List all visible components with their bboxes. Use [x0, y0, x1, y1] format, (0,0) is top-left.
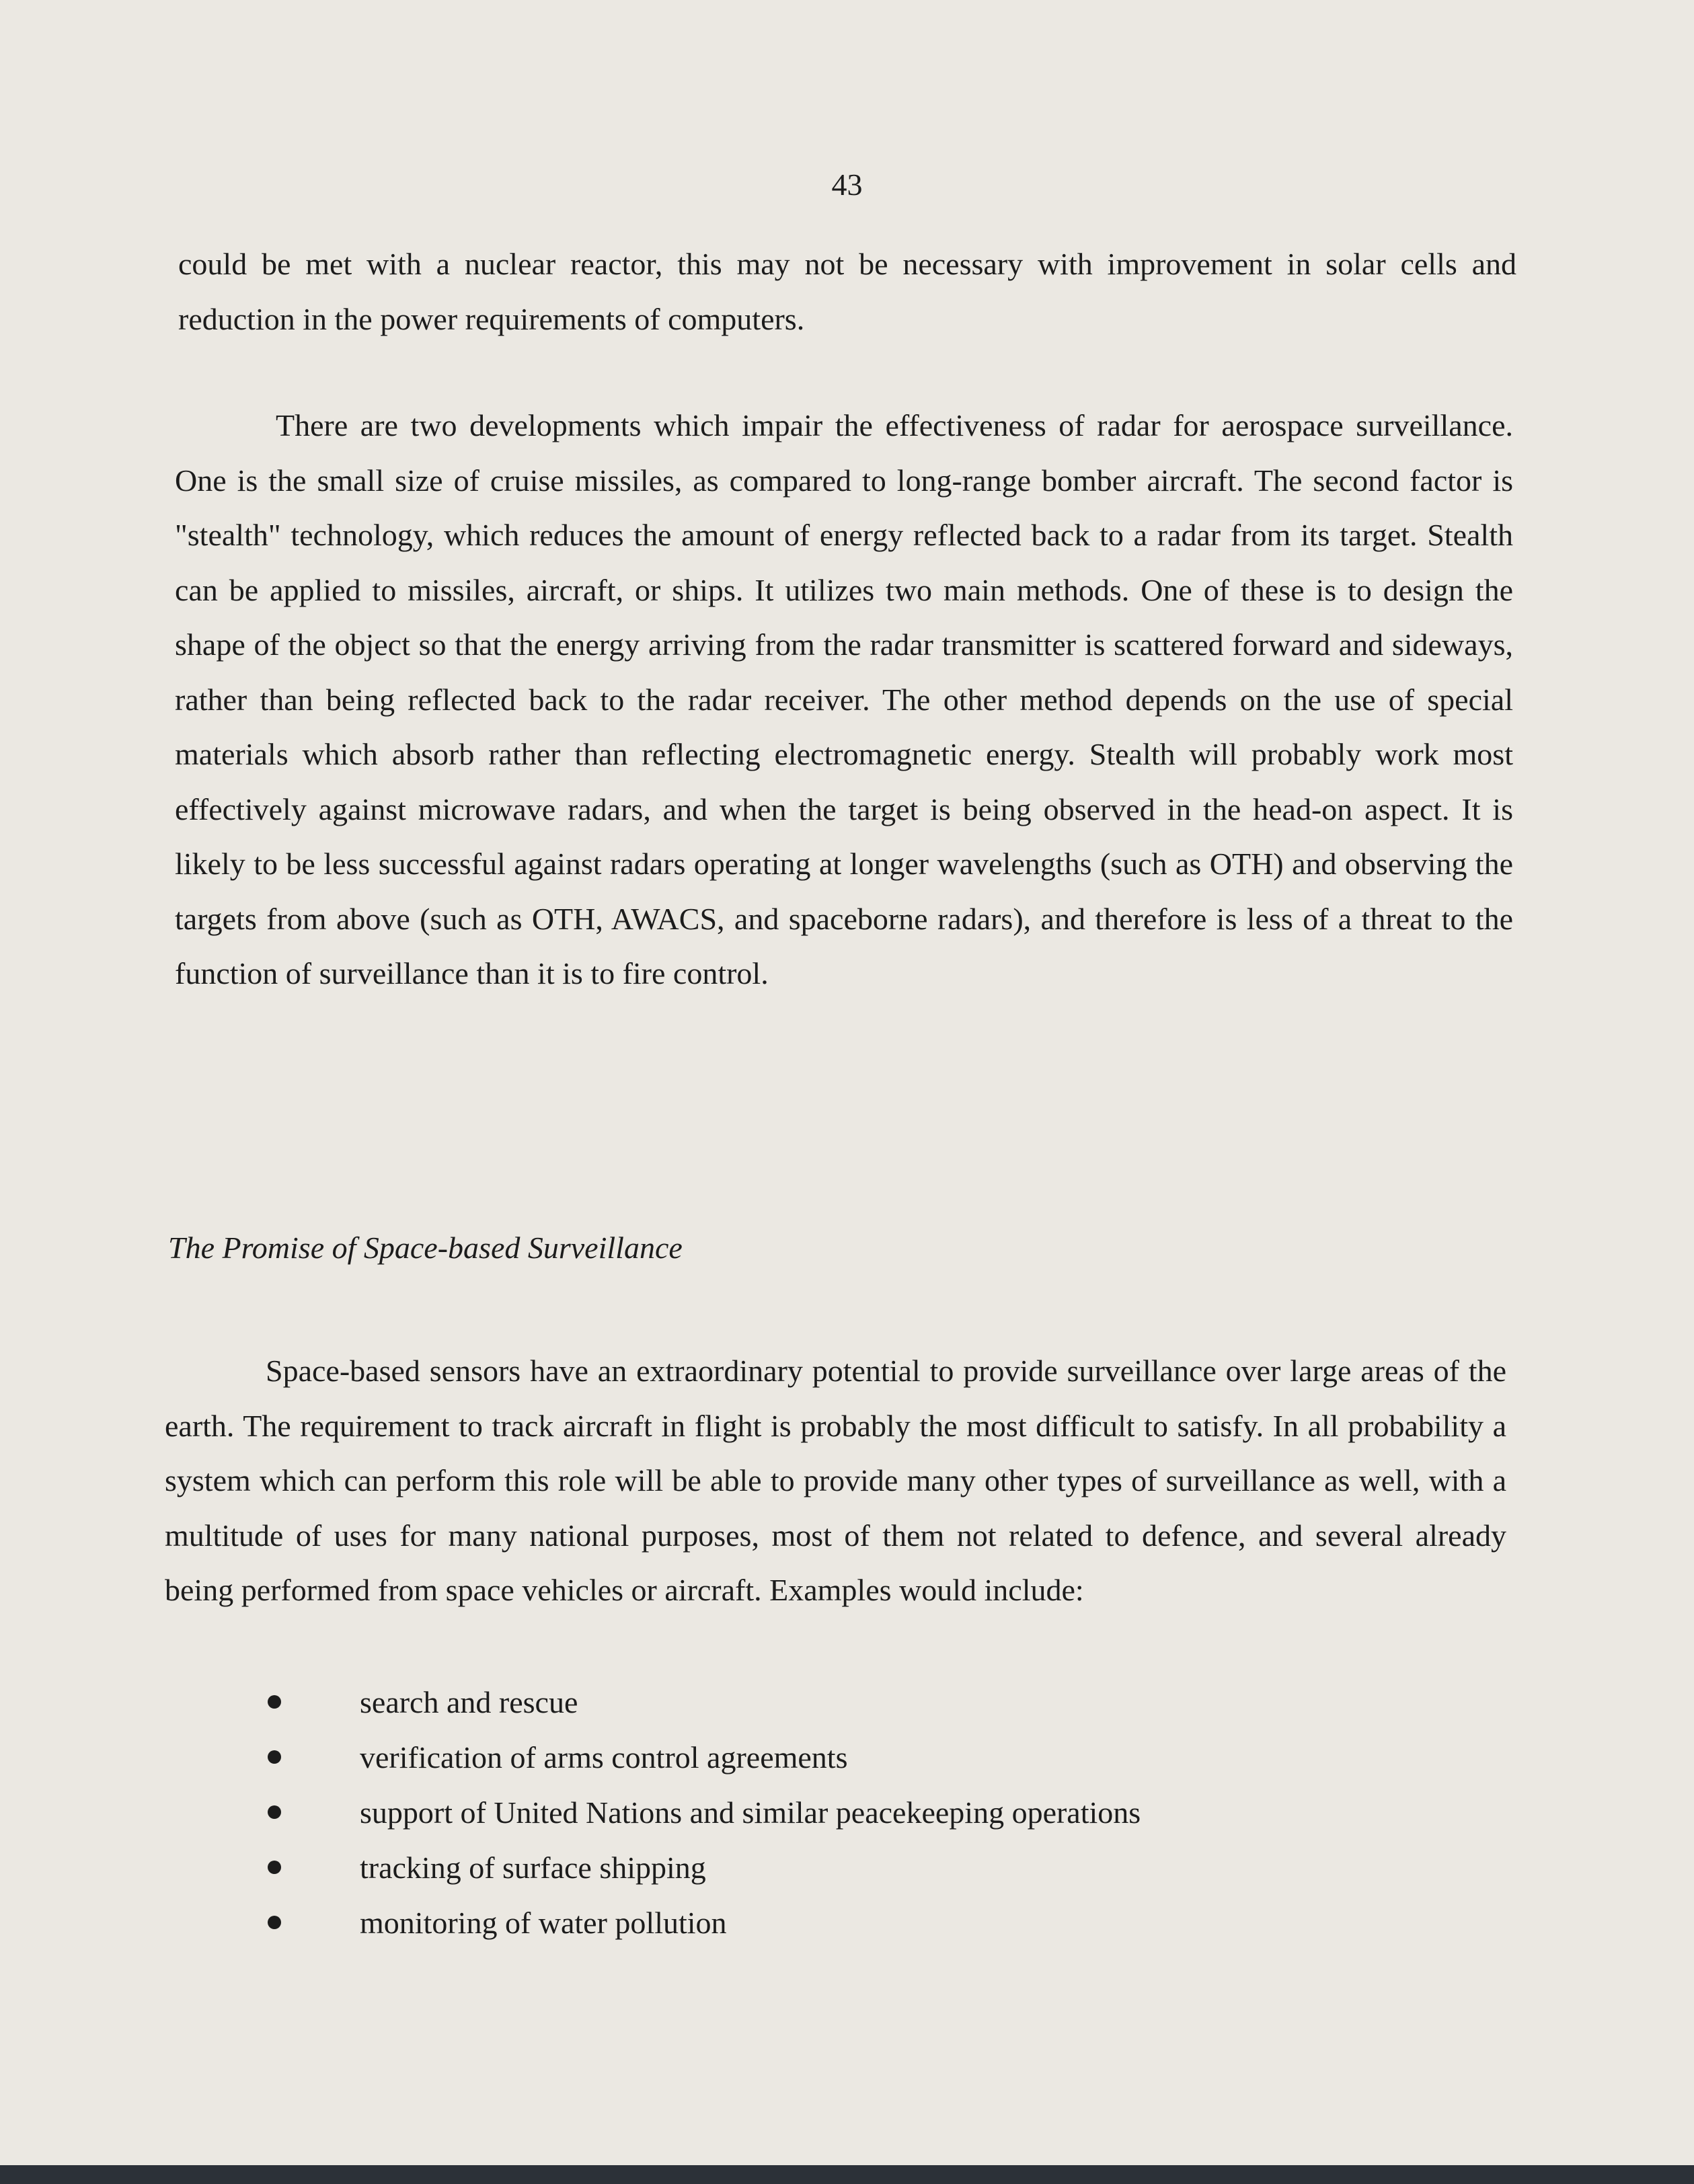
- section-heading: The Promise of Space-based Surveillance: [168, 1231, 683, 1265]
- bullet-icon: [268, 1695, 281, 1709]
- list-item-text: tracking of surface shipping: [360, 1850, 706, 1885]
- paragraph-space-sensors: Space-based sensors have an extraordinary potential to provide surveillance over large areas of the earth. The requirement to track aircraft in flight is probably the most difficult to satisfy. In all probability a system which can perform this role will be able to provide many other types of surveillance as well, with a multitude of uses for many national purposes, most of them not related to defence, and several already being performed from space vehicles or aircraft. Examples would include:: [165, 1354, 1506, 1607]
- paragraph-stealth: There are two developments which impair the effectiveness of radar for aerospace surveillance. One is the small size of cruise missiles, as compared to long-range bomber aircraft. The second factor is "stealth" technology, which reduces the amount of energy reflected back to a radar from its target. Stealth can be applied to missiles, aircraft, or ships. It utilizes two main methods. One of these is to design the shape of the object so that the energy arriving from the radar transmitter is scattered forward and sideways, rather than being reflected back to the radar receiver. The other method depends on the use of special materials which absorb rather than reflecting electromagnetic energy. Stealth will probably work most effectively against microwave radars, and when the target is being observed in the head-on aspect. It is likely to be less successful against radars operating at longer wavelengths (such as OTH) and observing the targets from above (such as OTH, AWACS, and spaceborne radars), and therefore is less of a threat to the function of surveillance than it is to fire control.: [175, 408, 1513, 990]
- list-item: [256, 1785, 1141, 1840]
- paragraph-continuation: could be met with a nuclear reactor, this may not be necessary with improvement in solar cells and reduction in the power requirements of computers.: [178, 247, 1516, 336]
- list-item-text: verification of arms control agreements: [360, 1740, 848, 1774]
- bullet-icon: [268, 1750, 281, 1764]
- examples-list: [256, 1675, 1141, 1951]
- list-item: [256, 1840, 1141, 1896]
- list-item: [256, 1730, 1141, 1785]
- list-item-text: monitoring of water pollution: [360, 1906, 727, 1940]
- scanner-edge: [0, 2165, 1694, 2184]
- list-item: [256, 1896, 1141, 1951]
- list-item-text: support of United Nations and similar peacekeeping operations: [360, 1795, 1141, 1830]
- list-item-text: search and rescue: [360, 1685, 578, 1719]
- bullet-icon: [268, 1916, 281, 1929]
- bullet-icon: [268, 1861, 281, 1874]
- bullet-icon: [268, 1805, 281, 1819]
- list-item: [256, 1675, 1141, 1730]
- page-number: 43: [831, 167, 863, 202]
